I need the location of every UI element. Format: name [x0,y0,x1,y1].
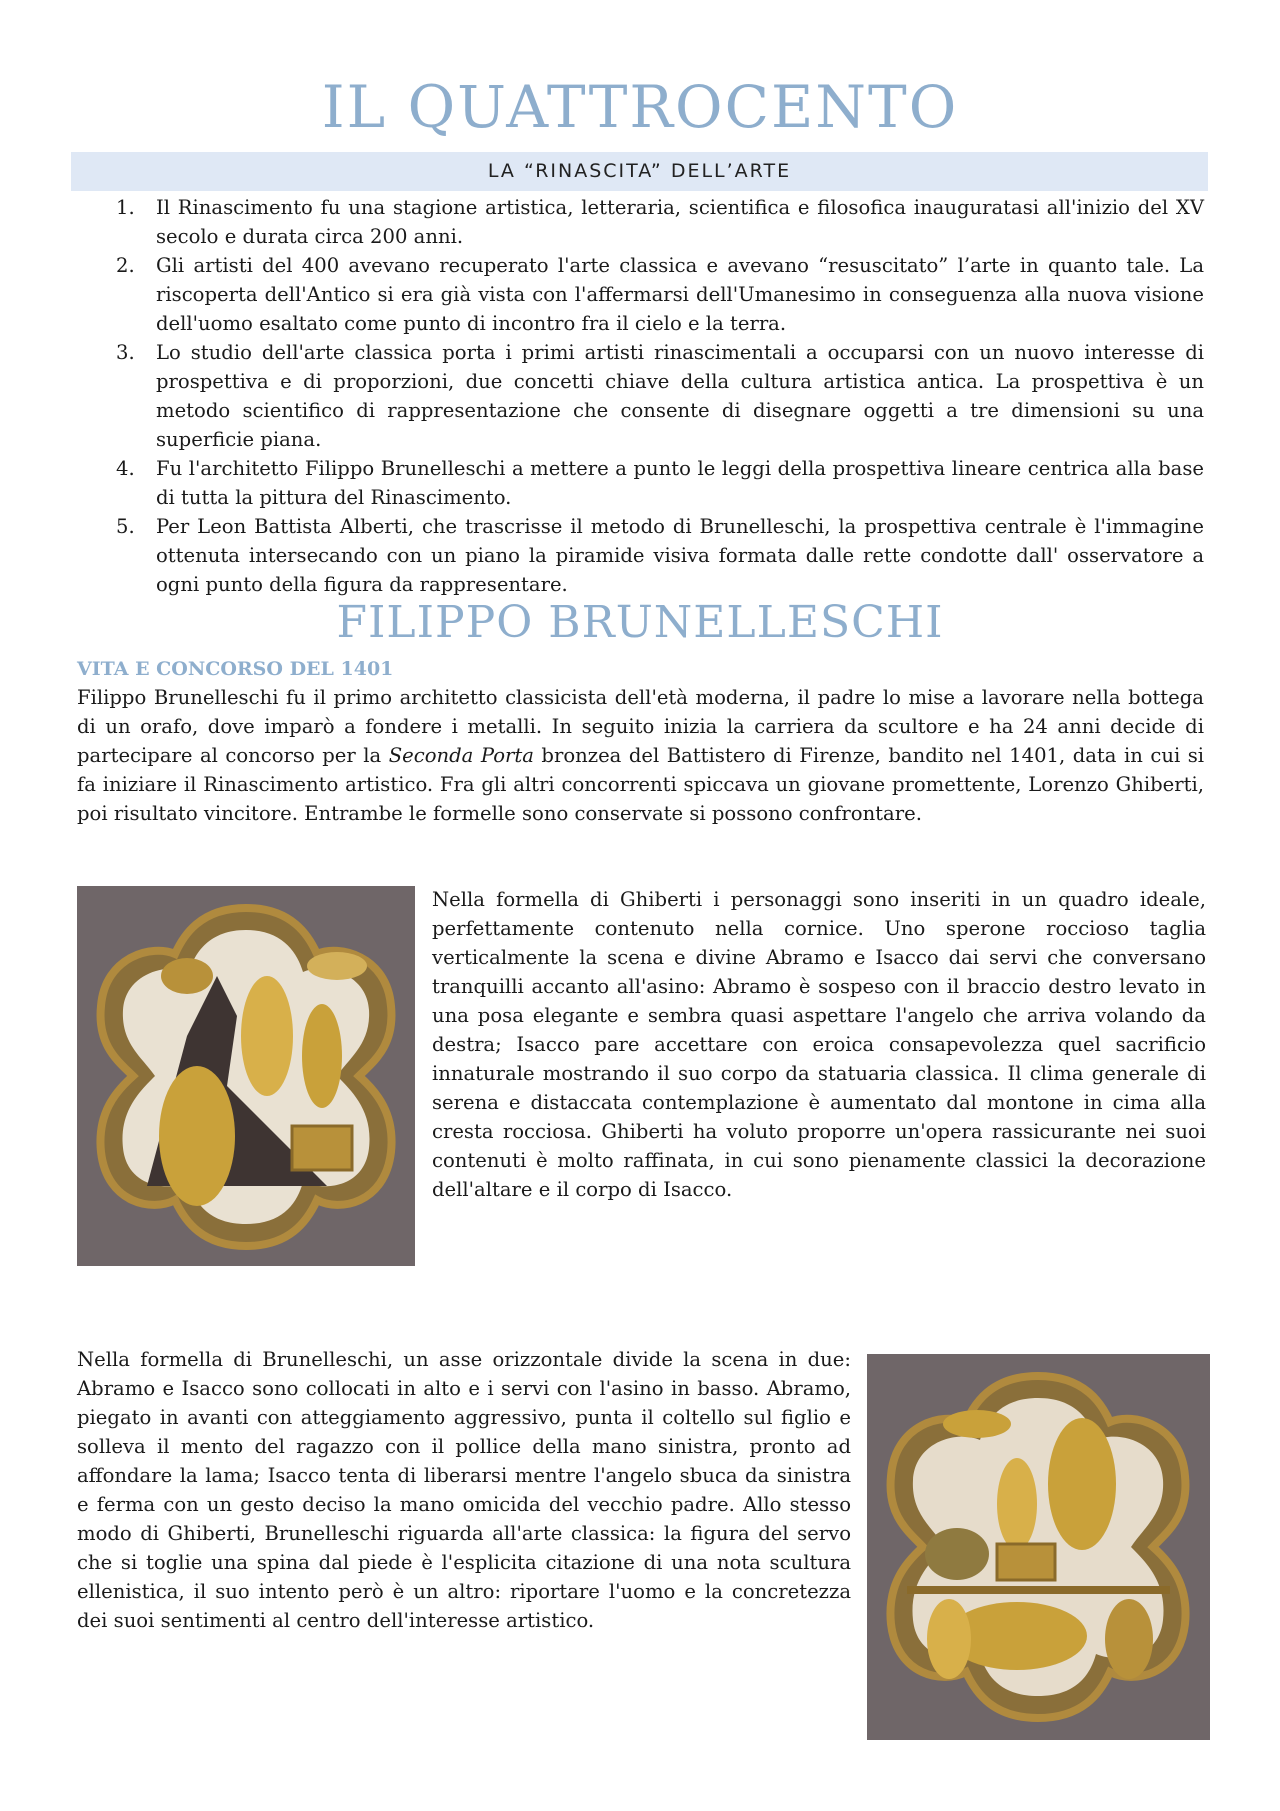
ghiberti-panel-image [77,886,415,1266]
intro-text-after: bronzea del Battistero di Firenze, bandito nel 1401, data in cui si fa iniziare il Rinascimento artistico. Fra gli altri concorrenti spiccava un giovane promettente, Lorenzo Ghiberti, poi risultato vincitore. Entrambe le formelle sono conservate si possono confrontare. [77,744,1205,825]
intro-text-before: Filippo Brunelleschi fu il primo architetto classicista dell'età moderna, il padre lo mise a lavorare nella bottega di un orafo, dove imparò a fondere i metalli. In seguito inizia la carriera da scultore e ha 24 anni decide di partecipare al concorso per la [77,686,1204,767]
intro-list [110,193,1204,599]
list-number: 1. [116,196,135,219]
list-text: Il Rinascimento fu una stagione artistica, letteraria, scientifica e filosofica inauguratasi all'inizio del XV secolo e durata circa 200 anni. [156,196,1204,248]
list-item [110,512,1204,599]
list-item [110,251,1204,338]
list-text: Gli artisti del 400 avevano recuperato l'arte classica e avevano “resuscitato” l’arte in quanto tale. La riscoperta dell'Antico si era già vista con l'affermarsi dell'Umanesimo in conseguenza alla nuova visione dell'uomo esaltato come punto di incontro fra il cielo e la terra. [156,254,1204,335]
page-title: IL QUATTROCENTO [321,73,959,141]
list-number: 3. [116,341,135,364]
brunelleschi-panel-image [867,1354,1210,1740]
ghiberti-paragraph: Nella formella di Ghiberti i personaggi sono inseriti in un quadro ideale, perfettamente contenuto nella cornice. Uno sperone roccioso taglia verticalmente la scena e divine Abramo e Isacco dai servi che conversano tranquilli accanto all'asino: Abramo è sospeso con il braccio destro levato in una posa elegante e sembra quasi aspettare l'angelo che arriva volando da destra; Isacco pare accettare con eroica consapevolezza quel sacrificio innaturale mostrando il suo corpo da statuaria classica. Il clima generale di serena e distaccata contemplazione è aumentato dal montone in cima alla cresta rocciosa. Ghiberti ha voluto proporre un'opera rassicurante nei suoi contenuti è molto raffinata, in cui sono pienamente classici la decorazione dell'altare e il corpo di Isacco. [432,888,1206,1201]
ghiberti-panel-illustration [77,886,415,1266]
subtitle-bar: LA “RINASCITA” DELL’ARTE [71,152,1208,191]
list-number: 4. [116,457,135,480]
list-text: Per Leon Battista Alberti, che trascrisse il metodo di Brunelleschi, la prospettiva centrale è l'immagine ottenuta intersecando con un piano la piramide visiva formata dalle rette condotte dall' osservatore a ogni punto della figura da rappresentare. [156,515,1204,596]
list-item [110,193,1204,251]
brunelleschi-panel-illustration [867,1354,1210,1740]
list-item [110,454,1204,512]
brunelleschi-paragraph: Nella formella di Brunelleschi, un asse orizzontale divide la scena in due: Abramo e Isacco sono collocati in alto e i servi con l'asino in basso. Abramo, piegato in avanti con atteggiamento aggressivo, punta il coltello sul figlio e solleva il mento del ragazzo con il pollice della mano sinistra, pronto ad affondare la lama; Isacco tenta di liberarsi mentre l'angelo sbuca da sinistra e ferma con un gesto deciso la mano omicida del vecchio padre. Allo stesso modo di Ghiberti, Brunelleschi riguarda all'arte classica: la figura del servo che si toglie una spina dal piede è l'esplicita citazione di una nota scultura ellenistica, il suo intento però è un altro: riportare l'uomo e la concretezza dei suoi sentimenti al centro dell'interesse artistico. [77,1348,851,1632]
list-text: Fu l'architetto Filippo Brunelleschi a mettere a punto le leggi della prospettiva lineare centrica alla base di tutta la pittura del Rinascimento. [156,457,1204,509]
list-text: Lo studio dell'arte classica porta i primi artisti rinascimentali a occuparsi con un nuovo interesse di prospettiva e di proporzioni, due concetti chiave della cultura artistica antica. La prospettiva è un metodo scientifico di rappresentazione che consente di disegnare oggetti a tre dimensioni su una superficie piana. [156,341,1204,451]
list-number: 5. [116,515,135,538]
intro-paragraph [77,683,1204,828]
section-subheading: VITA E CONCORSO DEL 1401 [77,658,394,680]
section-title: FILIPPO BRUNELLESCHI [336,597,944,648]
intro-italic: Seconda Porta [388,744,534,767]
list-number: 2. [116,254,135,277]
list-item [110,338,1204,454]
